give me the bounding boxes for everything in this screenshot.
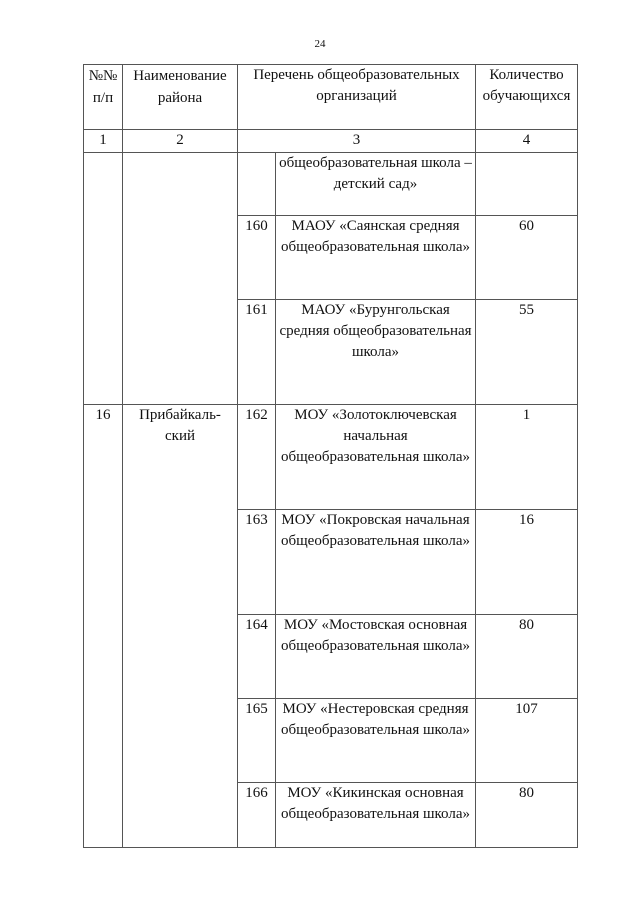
org-name: общеобразовательная школа – детский сад»	[276, 153, 476, 216]
column-number: 4	[476, 130, 578, 153]
table-header-row	[84, 65, 578, 130]
column-numbers-row	[84, 130, 578, 153]
org-name: МОУ «Кикинская основная общеобразовательная школа»	[276, 783, 476, 848]
table-row	[84, 153, 578, 216]
org-name: МОУ «Нестеровская средняя общеобразовательная школа»	[276, 699, 476, 783]
org-name: МОУ «Мостовская основная общеобразовательная школа»	[276, 615, 476, 699]
row-index: 162	[238, 405, 276, 510]
row-index: 165	[238, 699, 276, 783]
column-number: 3	[238, 130, 476, 153]
row-index: 163	[238, 510, 276, 615]
student-count: 60	[476, 216, 578, 300]
student-count: 107	[476, 699, 578, 783]
row-index: 166	[238, 783, 276, 848]
student-count: 16	[476, 510, 578, 615]
column-number: 1	[84, 130, 123, 153]
student-count: 1	[476, 405, 578, 510]
district-name-cell-prev	[123, 153, 238, 405]
schools-table	[83, 64, 578, 848]
org-name: МАОУ «Саянская средняя общеобразовательная школа»	[276, 216, 476, 300]
district-name: Прибайкаль-ский	[123, 405, 238, 848]
header-num: №№ п/п	[84, 65, 123, 130]
header-region: Наименование района	[123, 65, 238, 130]
student-count: 80	[476, 783, 578, 848]
org-name: МАОУ «Бурунгольская средняя общеобразовательная школа»	[276, 300, 476, 405]
row-index: 164	[238, 615, 276, 699]
student-count	[476, 153, 578, 216]
student-count: 80	[476, 615, 578, 699]
district-num: 16	[84, 405, 123, 848]
org-name: МОУ «Покровская начальная общеобразовательная школа»	[276, 510, 476, 615]
org-name: МОУ «Золотоключевская начальная общеобразовательная школа»	[276, 405, 476, 510]
student-count: 55	[476, 300, 578, 405]
column-number: 2	[123, 130, 238, 153]
header-count: Количество обучающихся	[476, 65, 578, 130]
row-index: 160	[238, 216, 276, 300]
page-number: 24	[314, 38, 326, 50]
district-num-cell-prev	[84, 153, 123, 405]
row-index	[238, 153, 276, 216]
header-orgs: Перечень общеобразовательных организаций	[238, 65, 476, 130]
row-index: 161	[238, 300, 276, 405]
table-row	[84, 405, 578, 510]
